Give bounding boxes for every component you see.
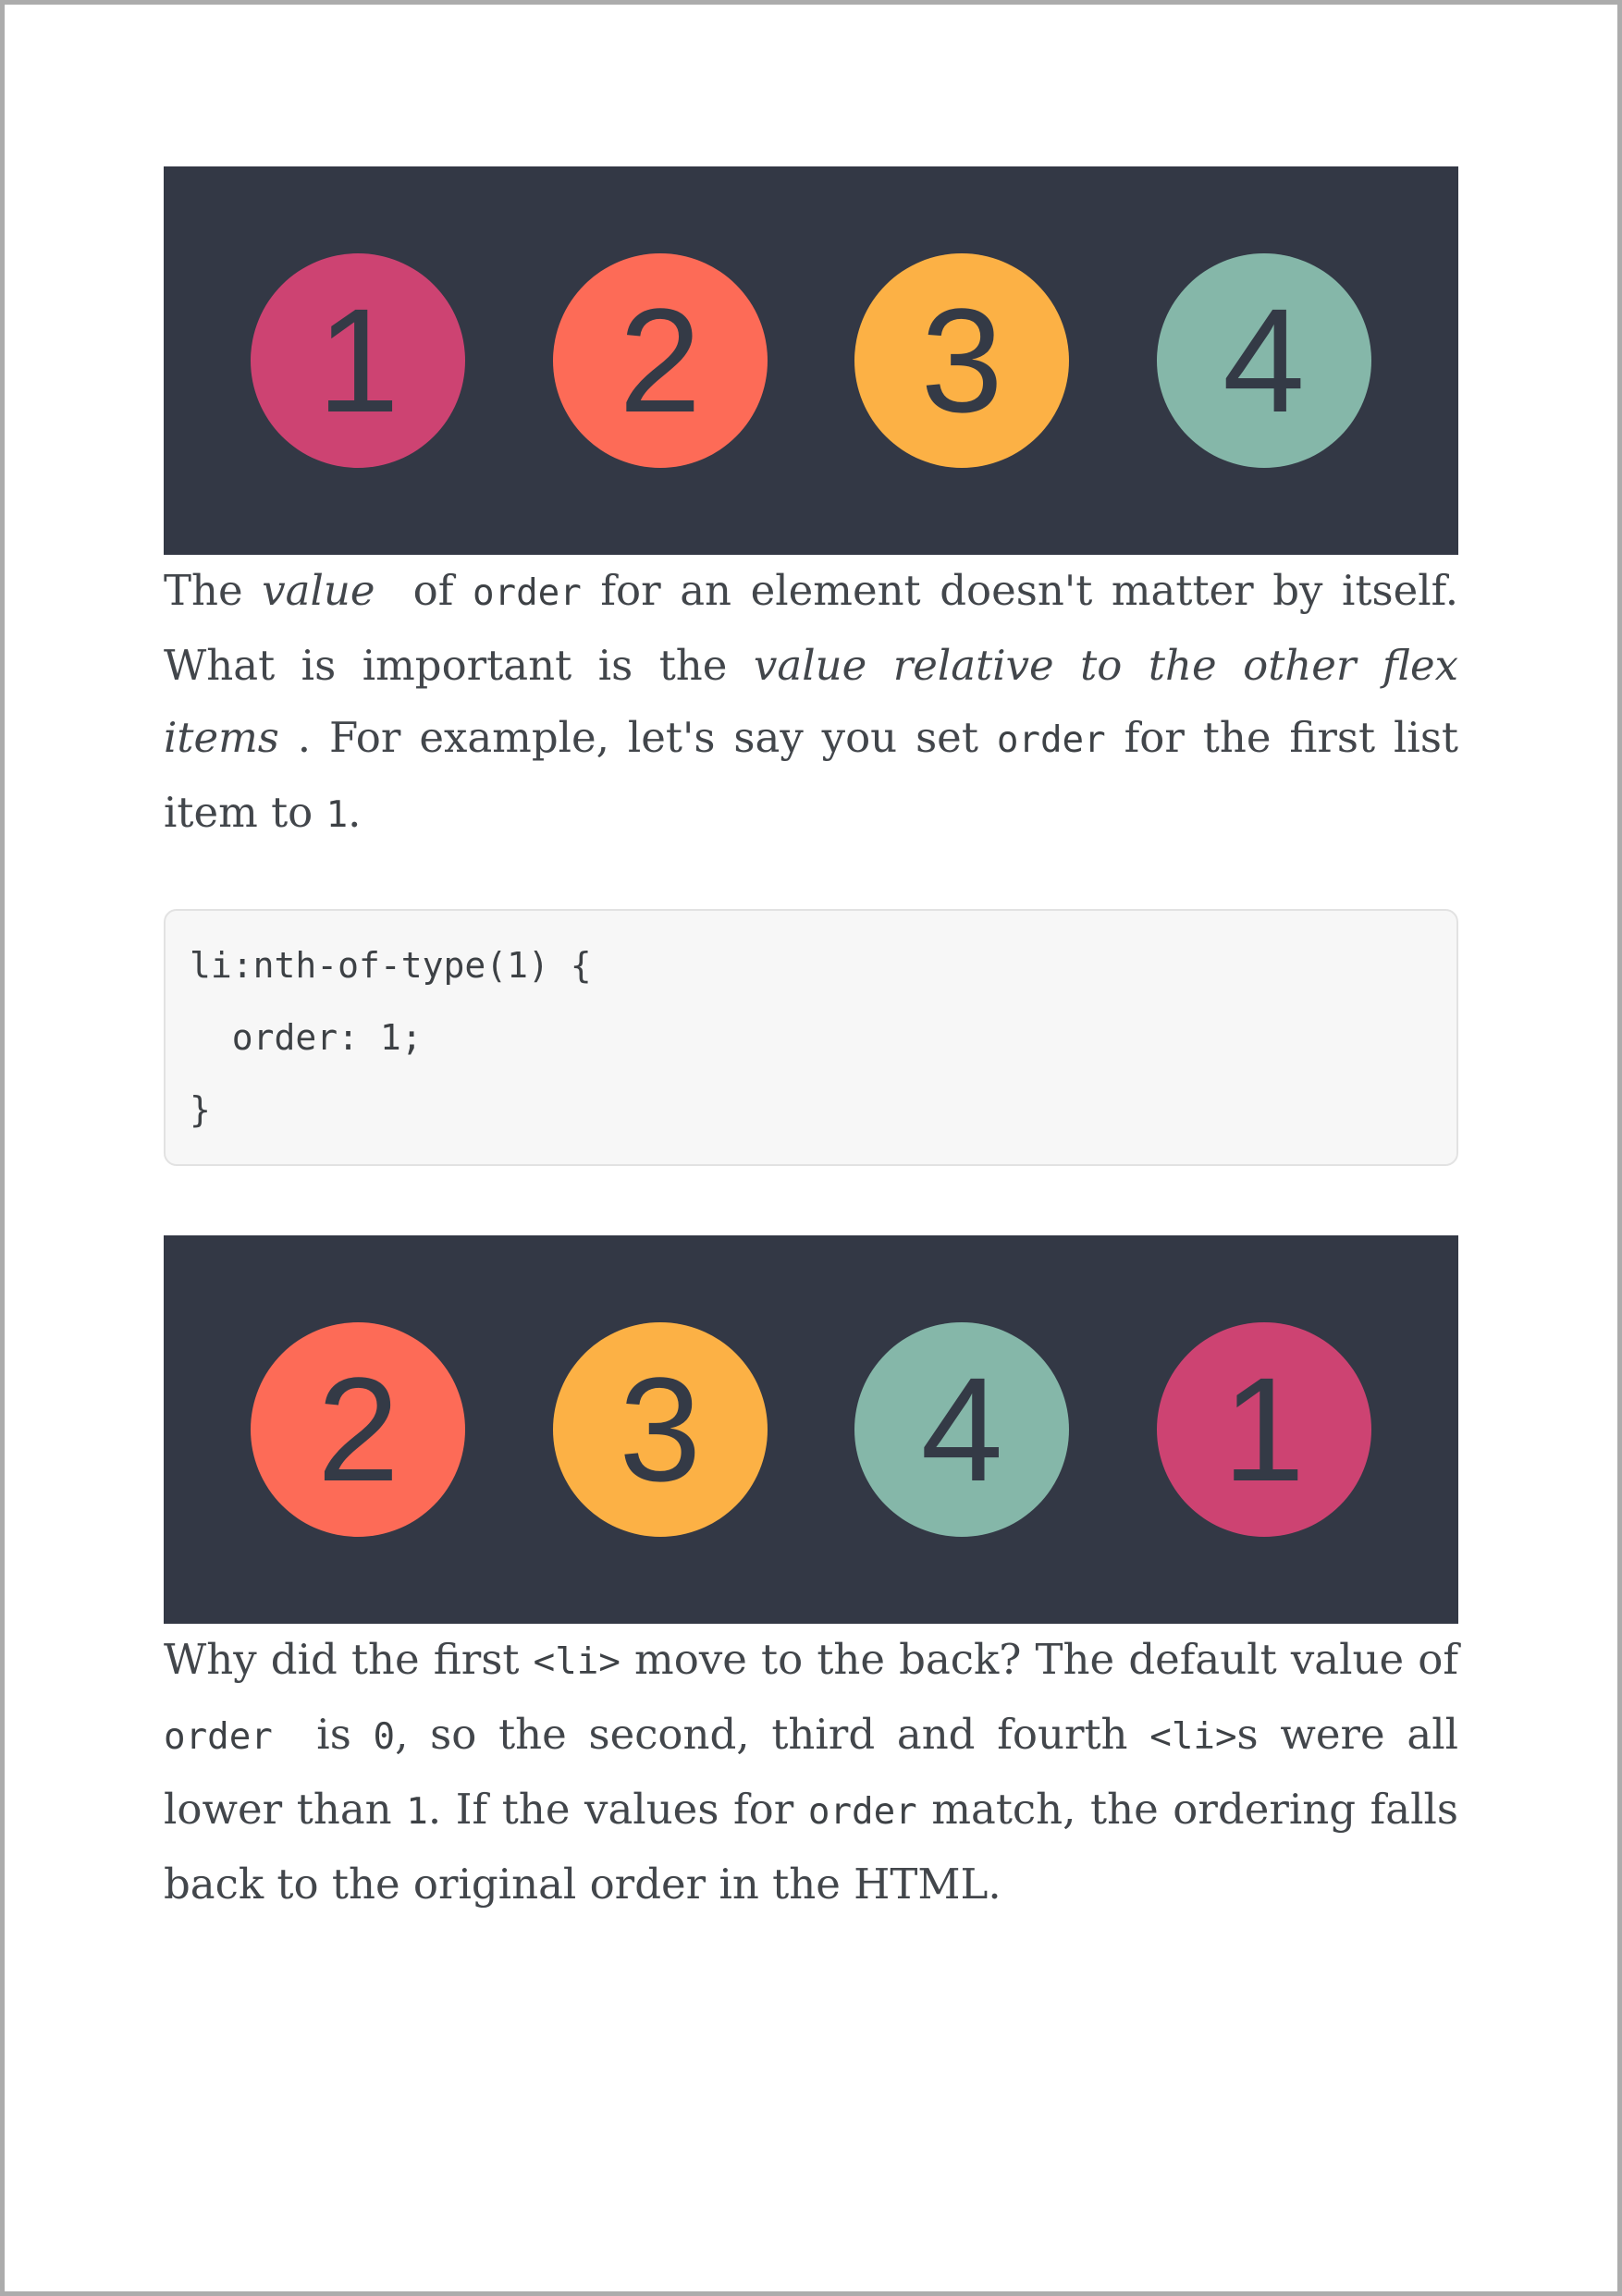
flex-demo-strip-2: [164, 1235, 1458, 1624]
text-run: Why did the first: [164, 1635, 534, 1684]
inline-code: order: [996, 719, 1106, 761]
css-code-block: [164, 909, 1458, 1166]
paragraph-order-default-explanation: [164, 1624, 1458, 1921]
text-run: move to the back? The default value of: [620, 1635, 1458, 1684]
flex-item-circle-2: 2: [553, 253, 768, 468]
text-run: of: [375, 566, 473, 615]
inline-code: order: [807, 1791, 917, 1833]
inline-code: 1: [326, 794, 349, 836]
code-line: li:nth-of-type(1) {: [190, 945, 592, 986]
code-line: }: [190, 1089, 211, 1130]
text-run-em: value: [262, 566, 375, 615]
inline-code: <li>: [1149, 1716, 1237, 1758]
flex-item-circle-4: 4: [1157, 253, 1371, 468]
text-run: for the first list item to: [164, 713, 1459, 837]
text-run: is: [272, 1710, 374, 1759]
text-run: match, the ordering falls back to the original order in the HTML.: [164, 1785, 1459, 1909]
inline-code: order: [164, 1716, 273, 1758]
flex-item-circle-3: 3: [854, 253, 1069, 468]
flex-item-circle-1: 1: [251, 253, 465, 468]
text-run: . If the values for: [427, 1785, 808, 1834]
text-run-em: value relative to the other flex items: [164, 641, 1458, 762]
code-line: order: 1;: [190, 1017, 423, 1058]
text-run: .: [348, 788, 362, 837]
inline-code: <li>: [533, 1641, 621, 1683]
flex-item-circle-2: 2: [251, 1322, 465, 1537]
text-run: . For example, let's say you set: [278, 713, 997, 762]
flex-item-circle-1: 1: [1157, 1322, 1371, 1537]
inline-code: order: [472, 572, 582, 614]
flex-demo-strip-1: [164, 166, 1458, 555]
flex-item-circle-3: 3: [553, 1322, 768, 1537]
inline-code: 1: [406, 1791, 428, 1833]
flex-item-circle-4: 4: [854, 1322, 1069, 1537]
text-run: The: [164, 566, 263, 615]
text-run: for an element doesn't matter by itself. What is important is the: [164, 566, 1459, 690]
text-run: , so the second, third and fourth: [395, 1710, 1150, 1759]
inline-code: 0: [373, 1716, 396, 1758]
paragraph-order-value-explanation: [164, 555, 1458, 852]
text-run: s were all lower than: [164, 1710, 1459, 1834]
article-content: [164, 166, 1458, 1921]
